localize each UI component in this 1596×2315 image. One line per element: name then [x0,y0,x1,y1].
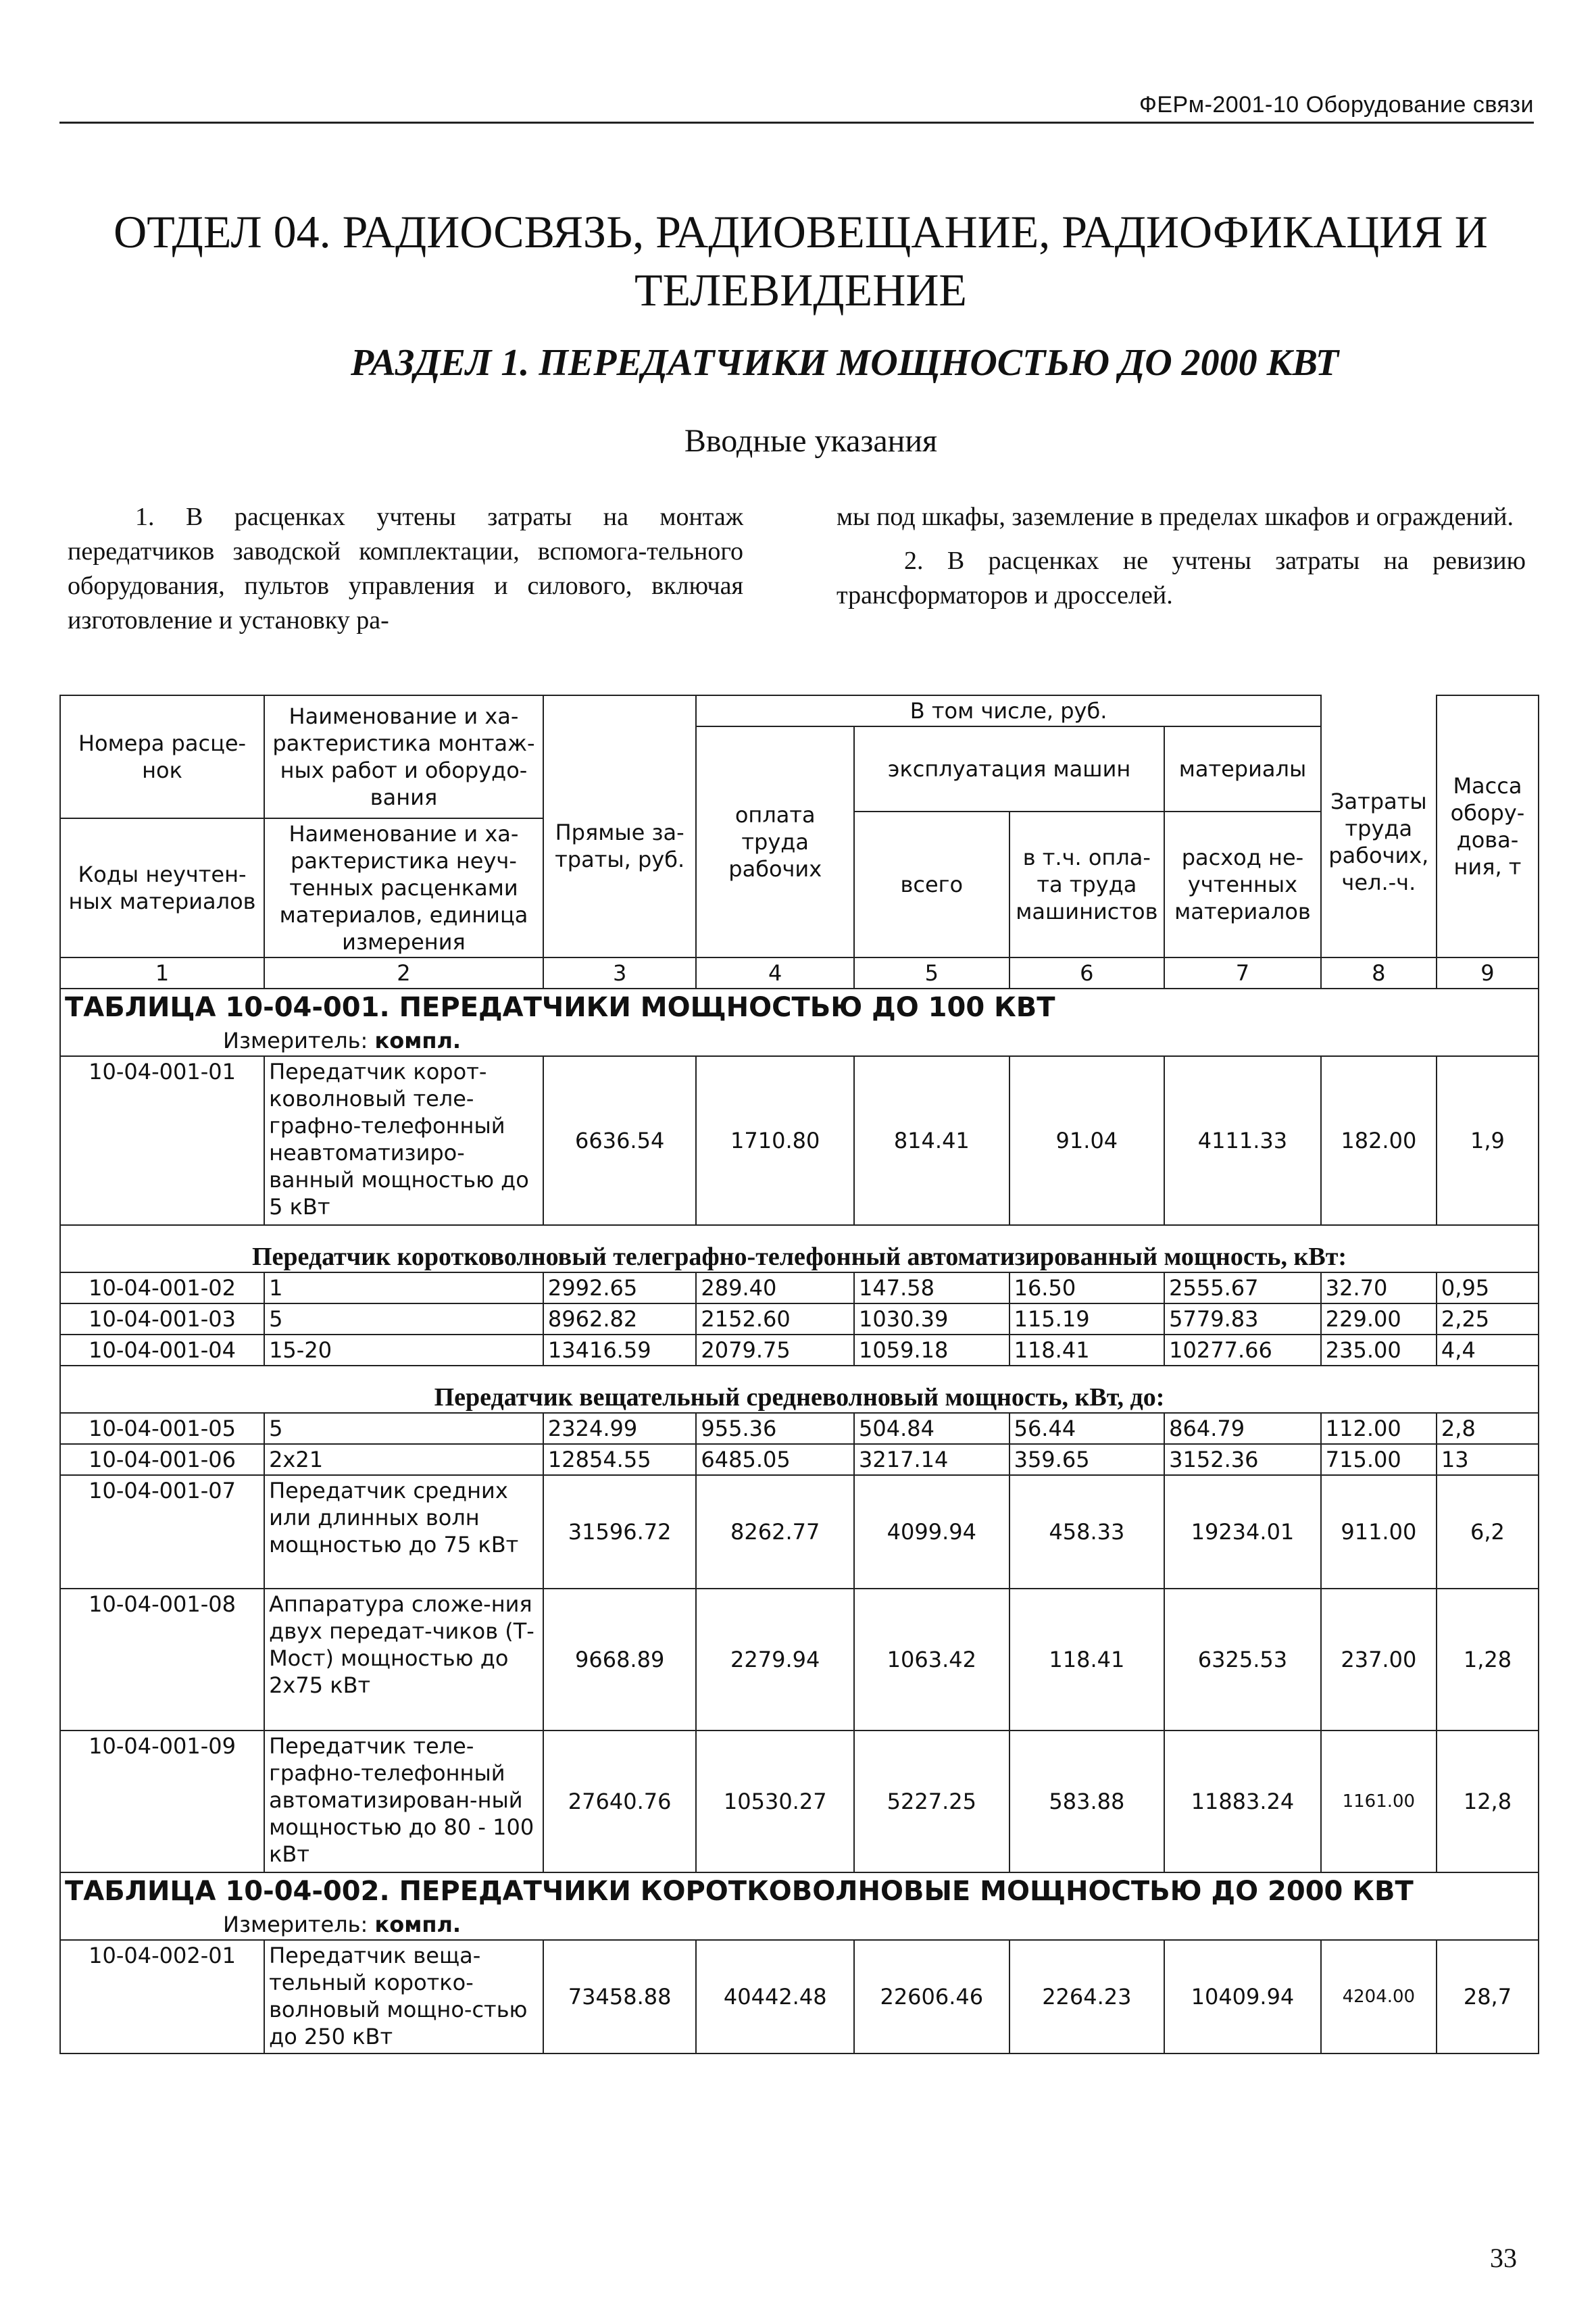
machinist-pay: 91.04 [1009,1056,1165,1225]
header-including: В том числе, руб. [696,695,1320,726]
machinist-pay: 118.41 [1009,1335,1165,1366]
labor-hours: 911.00 [1321,1475,1437,1589]
intro-paragraph-2: 2. В расценках не учтены затраты на ревизию трансформаторов и дросселей. [837,547,1526,609]
table-row [60,1475,1539,1589]
rate-name: 5 [264,1413,543,1444]
machines-total: 1063.42 [854,1589,1009,1731]
machinist-pay: 115.19 [1009,1303,1165,1335]
measure-unit: компл. [374,1912,462,1937]
machines-total: 147.58 [854,1272,1009,1303]
table-row [60,1272,1539,1303]
materials: 10409.94 [1164,1940,1321,2053]
header-work-name: Наименование и ха-рактеристика монтаж-ных работ и оборудо-вания [264,695,543,818]
labor-hours: 237.00 [1321,1589,1437,1731]
column-number: 7 [1164,957,1321,989]
header-material-codes: Коды неучтен-ных материалов [60,818,264,957]
labor-hours: 4204.00 [1321,1940,1437,2053]
measure-unit: компл. [374,1028,462,1053]
rate-code: 10-04-001-01 [60,1056,264,1225]
rate-code: 10-04-001-08 [60,1589,264,1731]
equipment-mass: 6,2 [1437,1475,1539,1589]
direct-costs: 2992.65 [543,1272,697,1303]
intro-paragraph-1-part-2: мы под шкафы, заземление в пределах шкафов и ограждений. [837,503,1514,531]
direct-costs: 2324.99 [543,1413,697,1444]
column-number: 2 [264,957,543,989]
column-number: 6 [1009,957,1165,989]
table-row [60,1413,1539,1444]
column-number: 8 [1321,957,1437,989]
materials: 5779.83 [1164,1303,1321,1335]
header-unaccounted-materials: расход не-учтенных материалов [1164,812,1321,957]
rate-name: Передатчик теле-графно-телефонный автоматизирован-ный мощностью до 80 - 100 кВт [264,1731,543,1872]
intro-title: Вводные указания [684,423,938,459]
table-row [60,1056,1539,1225]
table-row [60,1589,1539,1731]
column-number: 1 [60,957,264,989]
header-equipment-mass: Масса обору-дова-ния, т [1437,695,1539,957]
department-title [81,203,1520,319]
equipment-mass: 28,7 [1437,1940,1539,2053]
table-1-title: ТАБЛИЦА 10-04-001. ПЕРЕДАТЧИКИ МОЩНОСТЬЮ ДО 100 КВТ [60,989,1539,1026]
rate-code: 10-04-001-05 [60,1413,264,1444]
header-machinist-pay: в т.ч. опла-та труда машинистов [1009,812,1165,957]
worker-pay: 10530.27 [696,1731,854,1872]
intro-column-right [837,500,1526,622]
equipment-mass: 2,8 [1437,1413,1539,1444]
equipment-mass: 13 [1437,1444,1539,1475]
equipment-mass: 12,8 [1437,1731,1539,1872]
direct-costs: 31596.72 [543,1475,697,1589]
running-header [59,92,1534,124]
worker-pay: 1710.80 [696,1056,854,1225]
header-direct-costs: Прямые за-траты, руб. [543,695,697,957]
worker-pay: 2279.94 [696,1589,854,1731]
machines-total: 814.41 [854,1056,1009,1225]
equipment-mass: 0,95 [1437,1272,1539,1303]
direct-costs: 73458.88 [543,1940,697,2053]
equipment-mass: 2,25 [1437,1303,1539,1335]
measure-label: Измеритель: [223,1028,368,1053]
worker-pay: 955.36 [696,1413,854,1444]
direct-costs: 27640.76 [543,1731,697,1872]
intro-paragraph-1-part-1: 1. В расценках учтены затраты на монтаж передатчиков заводской комплектации, вспомога-тельного оборудования, пультов управления и силового, включая изготовление и установку ра- [68,503,743,634]
machinist-pay: 56.44 [1009,1413,1165,1444]
worker-pay: 289.40 [696,1272,854,1303]
rate-code: 10-04-001-04 [60,1335,264,1366]
subheading: Передатчик вещательный средневолновый мощность, кВт, до: [60,1366,1539,1413]
worker-pay: 8262.77 [696,1475,854,1589]
materials: 11883.24 [1164,1731,1321,1872]
materials: 6325.53 [1164,1589,1321,1731]
header-machine-operation: эксплуатация машин [854,726,1164,812]
department-title-line-2: ТЕЛЕВИДЕНИЕ [634,264,967,316]
rate-name: 5 [264,1303,543,1335]
table-2-title: ТАБЛИЦА 10-04-002. ПЕРЕДАТЧИКИ КОРОТКОВОЛНОВЫЕ МОЩНОСТЬЮ ДО 2000 КВТ [60,1872,1539,1910]
rate-code: 10-04-001-09 [60,1731,264,1872]
machinist-pay: 118.41 [1009,1589,1165,1731]
direct-costs: 12854.55 [543,1444,697,1475]
table-1-measure [60,1026,1539,1056]
rate-name: 1 [264,1272,543,1303]
header-materials: материалы [1164,726,1321,812]
intro-column-left [68,500,743,647]
rate-name: Передатчик средних или длинных волн мощностью до 75 кВт [264,1475,543,1589]
materials: 3152.36 [1164,1444,1321,1475]
materials: 19234.01 [1164,1475,1321,1589]
running-title: ФЕРм-2001-10 Оборудование связи [1139,92,1534,118]
worker-pay: 6485.05 [696,1444,854,1475]
header-machines-total: всего [854,812,1009,957]
rate-code: 10-04-001-07 [60,1475,264,1589]
table-row [60,1940,1539,2053]
labor-hours: 32.70 [1321,1272,1437,1303]
rate-name: Передатчик веща-тельный коротко-волновый мощно-стью до 250 кВт [264,1940,543,2053]
column-number: 4 [696,957,854,989]
machinist-pay: 2264.23 [1009,1940,1165,2053]
rate-name: 15-20 [264,1335,543,1366]
machines-total: 504.84 [854,1413,1009,1444]
table-row [60,1303,1539,1335]
machinist-pay: 359.65 [1009,1444,1165,1475]
machines-total: 3217.14 [854,1444,1009,1475]
equipment-mass: 1,9 [1437,1056,1539,1225]
section-title: РАЗДЕЛ 1. ПЕРЕДАТЧИКИ МОЩНОСТЬЮ ДО 2000 КВТ [350,342,1339,384]
direct-costs: 6636.54 [543,1056,697,1225]
worker-pay: 40442.48 [696,1940,854,2053]
machinist-pay: 458.33 [1009,1475,1165,1589]
column-number: 3 [543,957,697,989]
labor-hours: 235.00 [1321,1335,1437,1366]
table-row [60,1444,1539,1475]
materials: 864.79 [1164,1413,1321,1444]
rate-name: 2x21 [264,1444,543,1475]
table-row [60,1731,1539,1872]
labor-hours: 182.00 [1321,1056,1437,1225]
subheading: Передатчик коротковолновый телеграфно-телефонный автоматизированный мощность, кВт: [60,1225,1539,1272]
machinist-pay: 583.88 [1009,1731,1165,1872]
machines-total: 1059.18 [854,1335,1009,1366]
rate-code: 10-04-001-06 [60,1444,264,1475]
price-table [59,695,1539,2054]
machines-total: 4099.94 [854,1475,1009,1589]
rate-name: Передатчик корот-коволновый теле-графно-телефонный неавтоматизиро-ванный мощностью до 5 кВт [264,1056,543,1225]
direct-costs: 13416.59 [543,1335,697,1366]
header-labor-hours: Затраты труда рабочих, чел.-ч. [1321,726,1437,957]
rate-code: 10-04-001-03 [60,1303,264,1335]
rate-name: Аппаратура сложе-ния двух передат-чиков (Т-Мост) мощностью до 2x75 кВт [264,1589,543,1731]
materials: 10277.66 [1164,1335,1321,1366]
rate-code: 10-04-001-02 [60,1272,264,1303]
labor-hours: 112.00 [1321,1413,1437,1444]
machinist-pay: 16.50 [1009,1272,1165,1303]
direct-costs: 9668.89 [543,1589,697,1731]
measure-label: Измеритель: [223,1912,368,1937]
equipment-mass: 1,28 [1437,1589,1539,1731]
machines-total: 1030.39 [854,1303,1009,1335]
rate-code: 10-04-002-01 [60,1940,264,2053]
header-rate-numbers: Номера расце-нок [60,695,264,818]
labor-hours: 229.00 [1321,1303,1437,1335]
labor-hours: 1161.00 [1321,1731,1437,1872]
header-worker-pay: оплата труда рабочих [696,726,854,957]
worker-pay: 2079.75 [696,1335,854,1366]
header-material-name: Наименование и ха-рактеристика неуч-тенных расценками материалов, единица измерения [264,818,543,957]
column-number: 9 [1437,957,1539,989]
worker-pay: 2152.60 [696,1303,854,1335]
page-number: 33 [1490,2243,1517,2273]
machines-total: 5227.25 [854,1731,1009,1872]
department-title-line-1: ОТДЕЛ 04. РАДИОСВЯЗЬ, РАДИОВЕЩАНИЕ, РАДИОФИКАЦИЯ И [114,206,1488,257]
materials: 2555.67 [1164,1272,1321,1303]
machines-total: 22606.46 [854,1940,1009,2053]
equipment-mass: 4,4 [1437,1335,1539,1366]
labor-hours: 715.00 [1321,1444,1437,1475]
materials: 4111.33 [1164,1056,1321,1225]
column-number: 5 [854,957,1009,989]
direct-costs: 8962.82 [543,1303,697,1335]
table-row [60,1335,1539,1366]
table-2-measure [60,1910,1539,1940]
